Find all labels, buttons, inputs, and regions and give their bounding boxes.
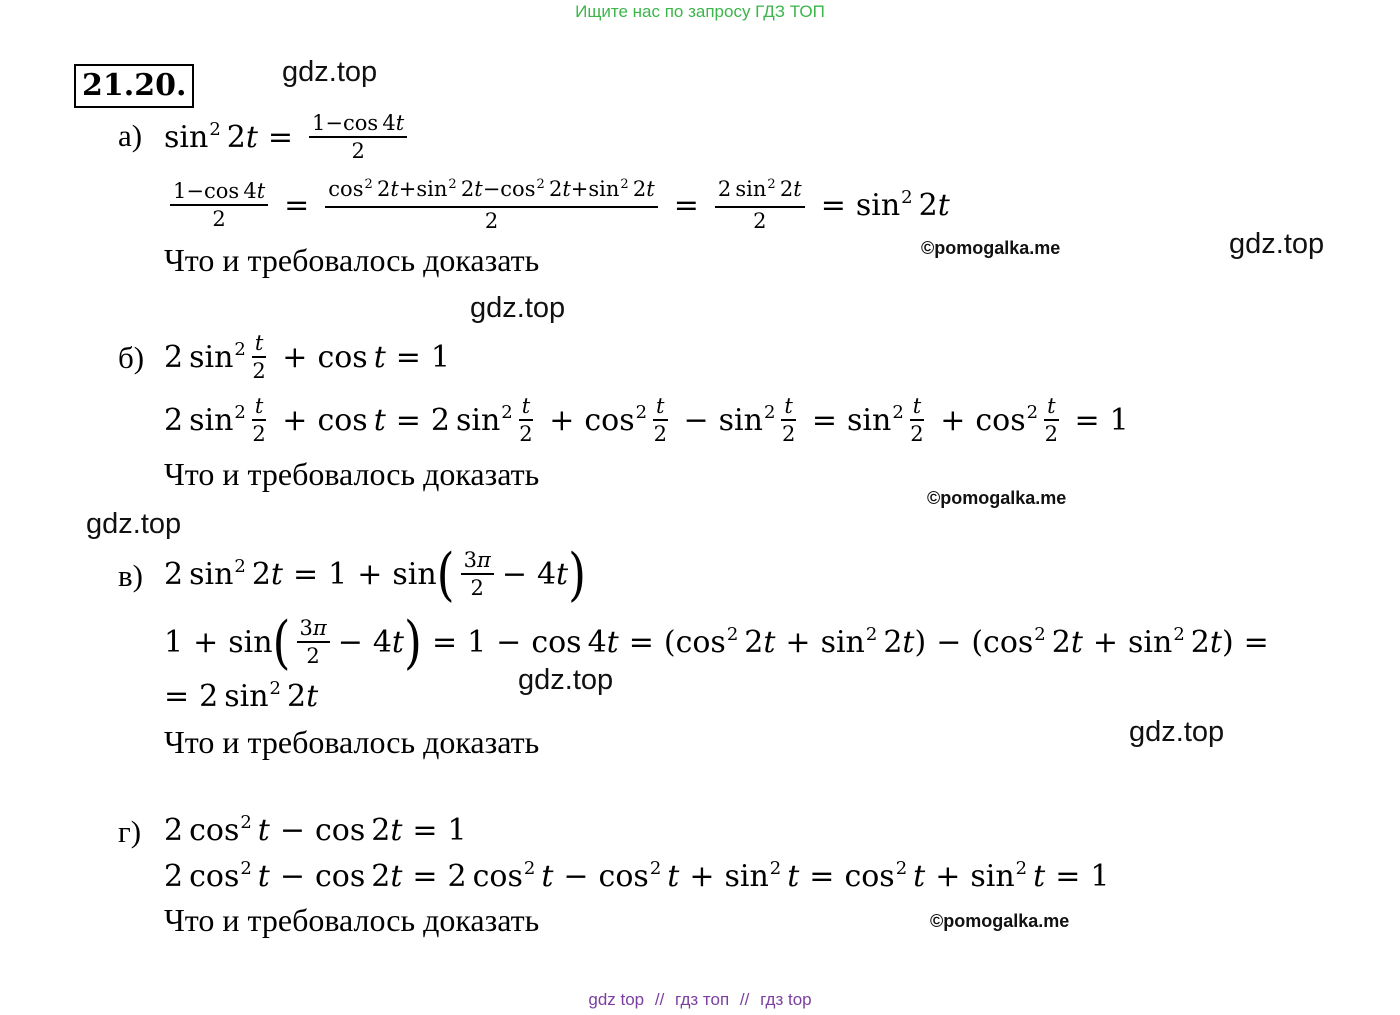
watermark-gdz: gdz.top — [86, 508, 182, 540]
part-v-proof-line1: 1 + sin ( $\frac{3\pi}{2}$ − 4t ) = 1 − cos 4t = ($\cos^2$ 2t + $\sin^2 2t$) − ($\cos^2$ 2t + $\sin^2 2t$) = — [164, 608, 1269, 676]
part-b-conclusion: Что и требовалось доказать — [164, 456, 540, 492]
watermark-copyright: ©pomogalka.me — [930, 911, 1070, 931]
watermark-gdz: gdz.top — [1129, 716, 1225, 748]
watermark-copyright: ©pomogalka.me — [921, 238, 1061, 258]
problem-number: 21.20. — [74, 64, 194, 108]
part-v-statement: 2 $\sin^2 2t$ = 1 + sin ( $\frac{3\pi}{2}$ − 4t ) — [164, 540, 587, 608]
part-v-label: в) — [118, 558, 143, 593]
part-a-label: а) — [118, 118, 143, 153]
footer-link-gdz-top-ru[interactable]: гдз топ — [675, 990, 730, 1009]
part-g-statement: 2 $\cos^2 t$ − cos 2t = 1 — [164, 811, 467, 848]
part-v-conclusion: Что и требовалось доказать — [164, 724, 540, 760]
part-b-proof: 2 $\sin^2$ $\frac{t}{2}$ + cos t = 2 $\sin^2$ $\frac{t}{2}$ + $\cos^2$ $\frac{t}{2}$ − $\sin^2$ $\frac{t}{2}$ = $\sin^2$ $\frac{t}{2}$ + $\cos^2$ $\frac{t}{2}$ = 1 — [164, 394, 1129, 446]
watermark-gdz: gdz.top — [1229, 228, 1325, 260]
part-a-conclusion: Что и требовалось доказать — [164, 242, 540, 278]
watermark-gdz: gdz.top — [518, 664, 614, 696]
part-v-proof-line2: = 2 $\sin^2 2t$ — [164, 677, 319, 714]
part-g-label: г) — [118, 814, 142, 849]
footer-separator: // — [654, 990, 665, 1009]
part-g-proof: 2 $\cos^2 t$ − cos 2t = 2 $\cos^2 t$ − $\cos^2 t$ + $\sin^2 t$ = $\cos^2 t$ + $\sin^2 t$ = 1 — [164, 857, 1110, 894]
part-a-proof: $\frac{1-\cos 4t}{2}$ = $\frac{\cos^2 2t+\sin^2 2t-\cos^2 2t+\sin^2 2t}{2}$ = $\frac{2 \sin^2 2t}{2}$ = $\sin^2 2t$ — [164, 172, 950, 238]
footer-separator: // — [739, 990, 750, 1009]
part-a-statement: $\sin^2 2t$ = $\frac{1-\cos 4t}{2}$ — [164, 104, 413, 170]
top-banner[interactable]: Ищите нас по запросу ГДЗ ТОП — [575, 2, 825, 21]
footer-links — [0, 990, 1400, 1010]
watermark-gdz: gdz.top — [470, 292, 566, 324]
watermark-copyright: ©pomogalka.me — [927, 488, 1067, 508]
watermark-gdz: gdz.top — [282, 56, 378, 88]
part-b-statement: 2 $\sin^2$ $\frac{t}{2}$ + cos t = 1 — [164, 331, 450, 383]
footer-link-gdz-top-mixed[interactable]: гдз top — [760, 990, 812, 1009]
part-b-label: б) — [118, 340, 145, 375]
part-g-conclusion: Что и требовалось доказать — [164, 902, 540, 938]
footer-link-gdz-top[interactable]: gdz top — [588, 990, 645, 1009]
